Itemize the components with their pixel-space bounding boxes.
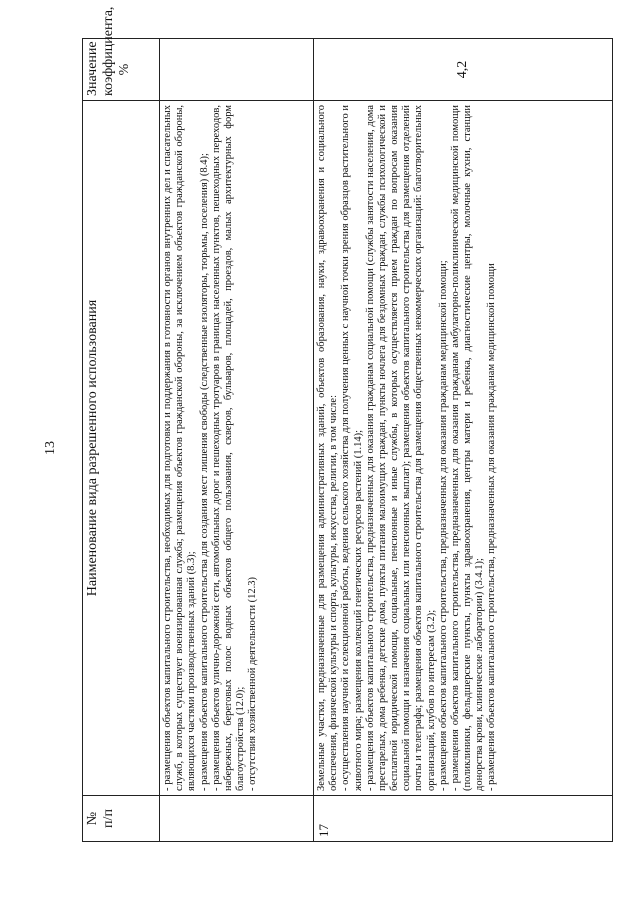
land-use-table (82, 6, 613, 842)
rotated-page (82, 6, 628, 842)
header-value: Значение коэффициента, % (83, 39, 160, 101)
list-item: - осуществления научной и селекционной работы, ведения сельского хозяйства для получения ценных с научной точки зрения образцов растительного и животного мира; размещения коллекций генетических ресурсов растений (1.14); (340, 105, 364, 791)
row-number: 17 (314, 796, 613, 842)
table-row (160, 39, 314, 842)
table-header-row (83, 39, 160, 842)
list-item: - размещения объектов капитального строительства, предназначенных для оказания гражданам амбулаторно-поликлинической медицинской помощи (поликлиники, фельдшерские пункты, пункты здравоохранения, центры матери и ребенка, диагностические центры, молочные кухни, станции донорства крови, клинические лаборатории) (3.4.1); (449, 105, 486, 791)
list-item: - отсутствия хозяйственной деятельности (12.3) (247, 576, 259, 791)
table-row (314, 39, 613, 842)
list-item: - размещения объектов капитального строительства, предназначенных для оказания гражданам медицинской помощи; (437, 260, 449, 791)
list-item: - размещения объектов капитального строительства для создания мест лишения свободы (следственные изоляторы, тюрьмы, поселения) (8.4); (198, 153, 210, 791)
row-number (160, 796, 314, 842)
list-item: - размещения объектов улично-дорожной сети, автомобильных дорог и пешеходных тротуаров в границах населенных пунктов, пешеходных переходов, набережных, береговых полос водных объектов общего пользования, скверов, бульваров, площадей, проездов, малых архитектурных форм благоустройства (12.0); (210, 105, 247, 791)
page-number: 13 (43, 441, 58, 455)
list-item: - размещения объектов капитального строительства, необходимых для подготовки и поддержания в готовности органов внутренних дел и спасательных служб, в которых существует военизированная служба; размещения объектов гражданской обороны, за исключением объектов гражданской обороны, являющихся частями производственных зданий (8.3); (162, 105, 198, 791)
row-value: 4,2 (314, 39, 613, 101)
row-description (314, 101, 613, 796)
list-item: Земельные участки, предназначенные для размещения административных зданий, объектов образования, науки, здравоохранения и социального обеспечения, физической культуры и спорта, культуры, искусства, религии, в том числе: (316, 105, 340, 791)
header-num: № п/п (83, 796, 160, 842)
row-description (160, 101, 314, 796)
header-name: Наименование вида разрешенного использования (83, 101, 160, 796)
list-item: - размещения объектов капитального строительства, предназначенных для оказания гражданам медицинской помощи (486, 263, 498, 791)
list-item: - размещения объектов капитального строительства, предназначенных для оказания гражданам социальной помощи (службы занятости населения, дома престарелых, дома ребенка, детские дома, пункты питания малоимущих граждан, пункты ночлега для бездомных граждан, службы психологической и бесплатной юридической помощи, социальные, пенсионные и иные службы, в которых осуществляется прием граждан по вопросам оказания социальной помощи и назначения социальных или пенсионных выплат); размещения объектов капитального строительства для размещения отделений почты и телеграфа; размещения объектов капитального строительства для размещения общественных некоммерческих организаций: благотворительных организаций, клубов по интересам (3.2); (364, 105, 437, 791)
row-value (160, 39, 314, 101)
